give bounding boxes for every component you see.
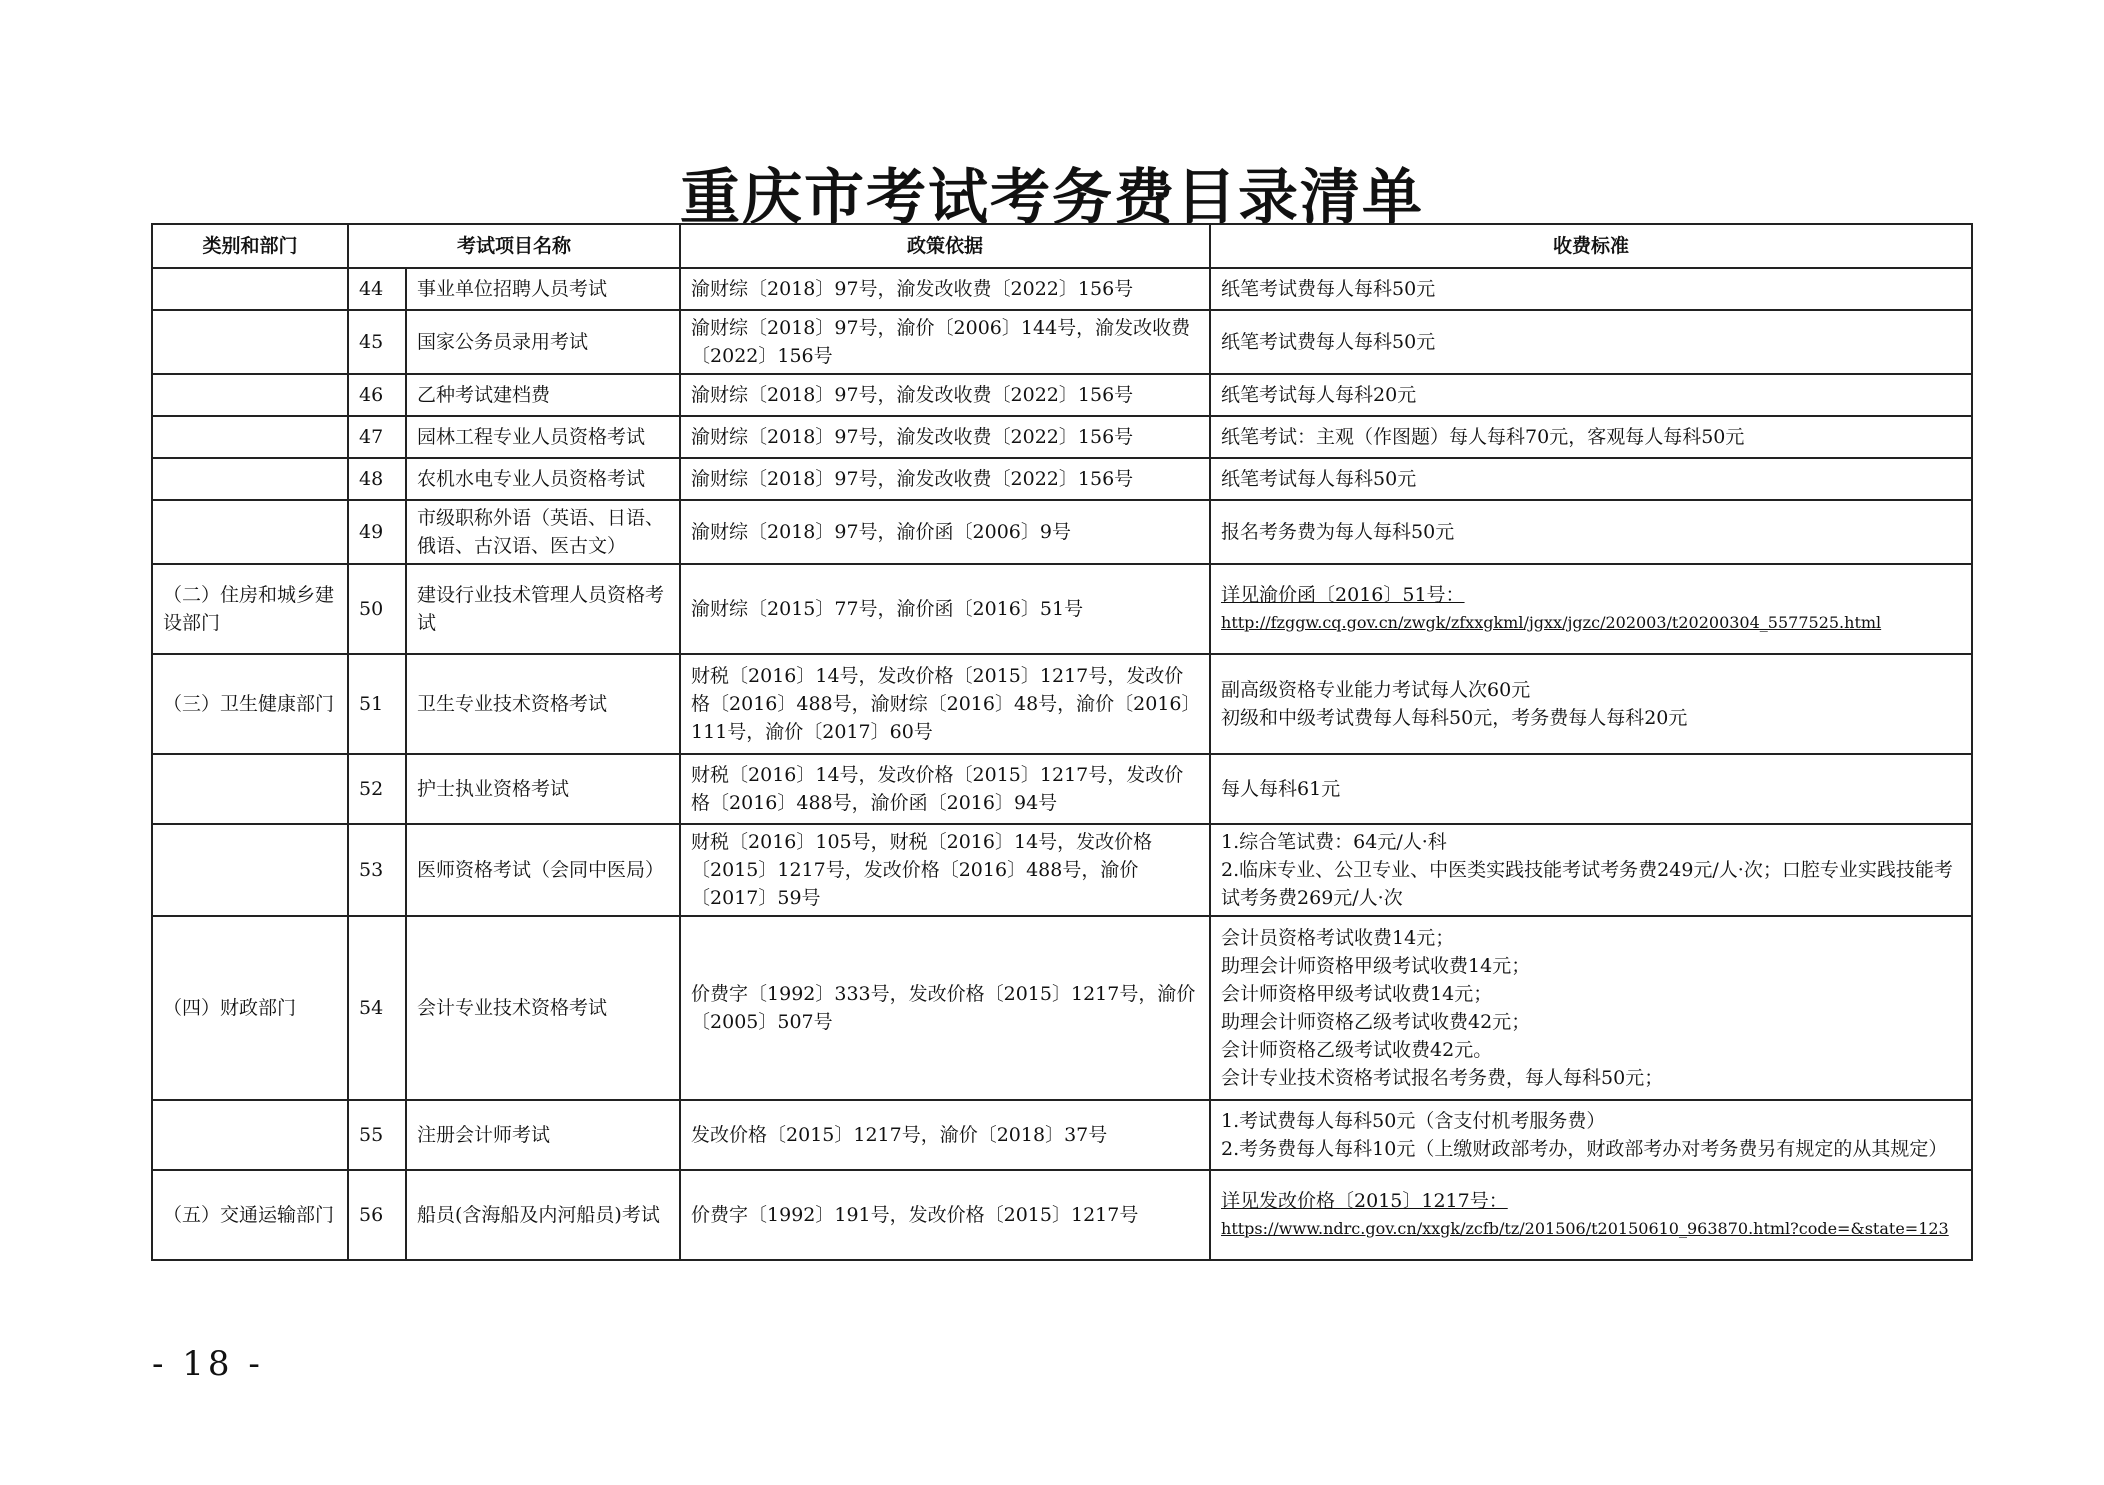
fee-standard xyxy=(1210,416,1972,458)
exam-name: 市级职称外语（英语、日语、俄语、古汉语、医古文） xyxy=(406,500,680,564)
fee-line: 助理会计师资格乙级考试收费42元； xyxy=(1221,1011,1531,1033)
category-cell xyxy=(152,416,348,458)
header-category: 类别和部门 xyxy=(152,224,348,268)
policy-link[interactable]: https://www.ndrc.gov.cn/xxgk/zcfb/tz/201506/t20150610_963870.html?code=&state=123 xyxy=(1221,1219,1949,1238)
fee-line: 每人每科61元 xyxy=(1221,778,1341,800)
fee-standard xyxy=(1210,374,1972,416)
table-row xyxy=(152,824,1972,916)
policy-basis: 发改价格〔2015〕1217号，渝价〔2018〕37号 xyxy=(680,1100,1210,1170)
fee-line: 纸笔考试：主观（作图题）每人每科70元，客观每人每科50元 xyxy=(1221,426,1745,448)
page-title: 重庆市考试考务费目录清单 xyxy=(680,163,1424,233)
category-cell xyxy=(152,824,348,916)
header-fee: 收费标准 xyxy=(1210,224,1972,268)
fee-line: 初级和中级考试费每人每科50元，考务费每人每科20元 xyxy=(1221,707,1688,729)
policy-basis: 渝财综〔2018〕97号，渝发改收费〔2022〕156号 xyxy=(680,374,1210,416)
exam-name: 船员(含海船及内河船员)考试 xyxy=(406,1170,680,1260)
table-row xyxy=(152,1170,1972,1260)
table-row xyxy=(152,374,1972,416)
fee-line: 详见发改价格〔2015〕1217号： xyxy=(1221,1190,1508,1212)
category-cell xyxy=(152,754,348,824)
category-cell xyxy=(152,500,348,564)
fee-standard xyxy=(1210,310,1972,374)
exam-name: 建设行业技术管理人员资格考试 xyxy=(406,564,680,654)
item-number: 54 xyxy=(348,916,406,1100)
fee-line: 1.考试费每人每科50元（含支付机考服务费） xyxy=(1221,1110,1606,1132)
fee-catalog-table xyxy=(151,223,1973,1261)
fee-line: 会计师资格甲级考试收费14元； xyxy=(1221,983,1493,1005)
policy-basis: 渝财综〔2018〕97号，渝发改收费〔2022〕156号 xyxy=(680,458,1210,500)
fee-standard xyxy=(1210,916,1972,1100)
policy-basis: 价费字〔1992〕191号，发改价格〔2015〕1217号 xyxy=(680,1170,1210,1260)
category-cell xyxy=(152,1100,348,1170)
exam-name: 会计专业技术资格考试 xyxy=(406,916,680,1100)
fee-line: 会计师资格乙级考试收费42元。 xyxy=(1221,1039,1493,1061)
fee-standard xyxy=(1210,824,1972,916)
table-row xyxy=(152,654,1972,754)
policy-basis: 价费字〔1992〕333号，发改价格〔2015〕1217号，渝价〔2005〕507号 xyxy=(680,916,1210,1100)
header-exam: 考试项目名称 xyxy=(348,224,680,268)
policy-basis: 渝财综〔2018〕97号，渝价〔2006〕144号，渝发改收费〔2022〕156号 xyxy=(680,310,1210,374)
fee-line: 报名考务费为每人每科50元 xyxy=(1221,521,1455,543)
fee-standard xyxy=(1210,1100,1972,1170)
policy-basis: 财税〔2016〕14号，发改价格〔2015〕1217号，发改价格〔2016〕488号，渝价函〔2016〕94号 xyxy=(680,754,1210,824)
page-number: - 18 - xyxy=(152,1344,264,1384)
policy-basis: 渝财综〔2018〕97号，渝发改收费〔2022〕156号 xyxy=(680,268,1210,310)
fee-standard xyxy=(1210,268,1972,310)
fee-line: 纸笔考试费每人每科50元 xyxy=(1221,278,1436,300)
item-number: 56 xyxy=(348,1170,406,1260)
fee-standard xyxy=(1210,564,1972,654)
policy-basis: 渝财综〔2018〕97号，渝价函〔2006〕9号 xyxy=(680,500,1210,564)
fee-line: 纸笔考试每人每科50元 xyxy=(1221,468,1417,490)
table-row xyxy=(152,1100,1972,1170)
table-row xyxy=(152,564,1972,654)
table-row xyxy=(152,500,1972,564)
item-number: 52 xyxy=(348,754,406,824)
item-number: 49 xyxy=(348,500,406,564)
category-cell xyxy=(152,374,348,416)
exam-name: 卫生专业技术资格考试 xyxy=(406,654,680,754)
category-cell xyxy=(152,310,348,374)
fee-line: 纸笔考试每人每科20元 xyxy=(1221,384,1417,406)
exam-name: 护士执业资格考试 xyxy=(406,754,680,824)
exam-name: 事业单位招聘人员考试 xyxy=(406,268,680,310)
fee-line: 详见渝价函〔2016〕51号： xyxy=(1221,584,1465,606)
table-row xyxy=(152,416,1972,458)
category-cell xyxy=(152,458,348,500)
exam-name: 园林工程专业人员资格考试 xyxy=(406,416,680,458)
table-row xyxy=(152,268,1972,310)
fee-line: 2.临床专业、公卫专业、中医类实践技能考试考务费249元/人·次；口腔专业实践技能考试考务费269元/人·次 xyxy=(1221,859,1953,909)
category-cell: （五）交通运输部门 xyxy=(152,1170,348,1260)
category-cell: （三）卫生健康部门 xyxy=(152,654,348,754)
fee-line: 副高级资格专业能力考试每人次60元 xyxy=(1221,679,1531,701)
policy-link[interactable]: http://fzggw.cq.gov.cn/zwgk/zfxxgkml/jgxx/jgzc/202003/t20200304_5577525.html xyxy=(1221,613,1882,632)
fee-line: 2.考务费每人每科10元（上缴财政部考办，财政部考办对考务费另有规定的从其规定） xyxy=(1221,1138,1948,1160)
item-number: 44 xyxy=(348,268,406,310)
exam-name: 医师资格考试（会同中医局） xyxy=(406,824,680,916)
table-row xyxy=(152,458,1972,500)
category-cell: （四）财政部门 xyxy=(152,916,348,1100)
policy-basis: 财税〔2016〕14号，发改价格〔2015〕1217号，发改价格〔2016〕488号，渝财综〔2016〕48号，渝价〔2016〕111号，渝价〔2017〕60号 xyxy=(680,654,1210,754)
policy-basis: 财税〔2016〕105号，财税〔2016〕14号，发改价格〔2015〕1217号，发改价格〔2016〕488号，渝价〔2017〕59号 xyxy=(680,824,1210,916)
item-number: 53 xyxy=(348,824,406,916)
item-number: 55 xyxy=(348,1100,406,1170)
item-number: 50 xyxy=(348,564,406,654)
fee-line: 助理会计师资格甲级考试收费14元； xyxy=(1221,955,1531,977)
fee-line: 会计专业技术资格考试报名考务费，每人每科50元； xyxy=(1221,1067,1664,1089)
fee-line: 会计员资格考试收费14元； xyxy=(1221,927,1455,949)
exam-name: 乙种考试建档费 xyxy=(406,374,680,416)
item-number: 51 xyxy=(348,654,406,754)
fee-standard xyxy=(1210,500,1972,564)
fee-line: 1.综合笔试费：64元/人·科 xyxy=(1221,831,1447,853)
table-row xyxy=(152,916,1972,1100)
table-row xyxy=(152,310,1972,374)
exam-name: 注册会计师考试 xyxy=(406,1100,680,1170)
table-row xyxy=(152,754,1972,824)
fee-standard xyxy=(1210,458,1972,500)
fee-standard xyxy=(1210,754,1972,824)
item-number: 47 xyxy=(348,416,406,458)
item-number: 46 xyxy=(348,374,406,416)
fee-standard xyxy=(1210,654,1972,754)
policy-basis: 渝财综〔2018〕97号，渝发改收费〔2022〕156号 xyxy=(680,416,1210,458)
item-number: 45 xyxy=(348,310,406,374)
fee-standard xyxy=(1210,1170,1972,1260)
header-policy: 政策依据 xyxy=(680,224,1210,268)
table-header-row xyxy=(152,224,1972,268)
policy-basis: 渝财综〔2015〕77号，渝价函〔2016〕51号 xyxy=(680,564,1210,654)
category-cell: （二）住房和城乡建设部门 xyxy=(152,564,348,654)
exam-name: 农机水电专业人员资格考试 xyxy=(406,458,680,500)
exam-name: 国家公务员录用考试 xyxy=(406,310,680,374)
item-number: 48 xyxy=(348,458,406,500)
category-cell xyxy=(152,268,348,310)
fee-line: 纸笔考试费每人每科50元 xyxy=(1221,331,1436,353)
